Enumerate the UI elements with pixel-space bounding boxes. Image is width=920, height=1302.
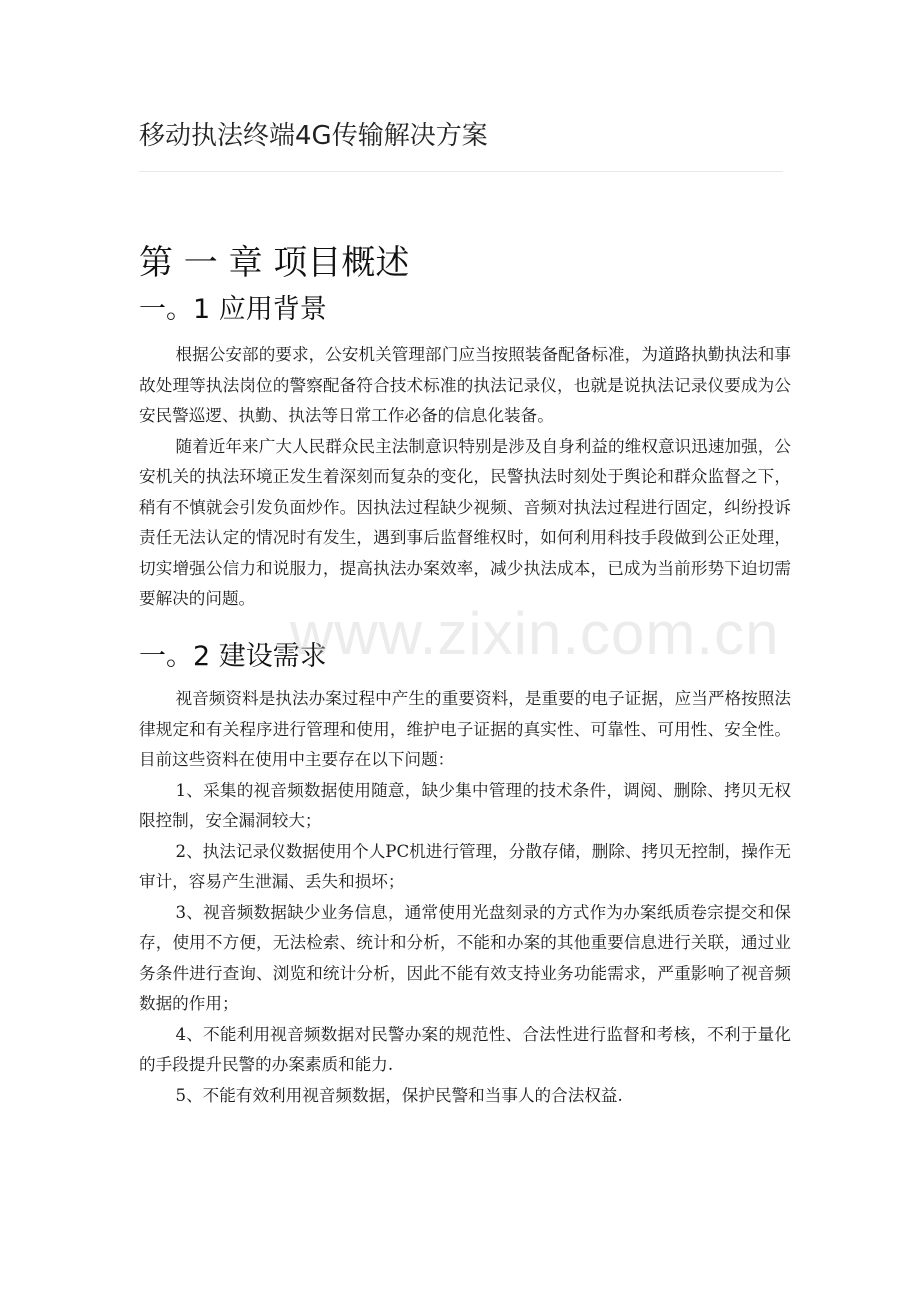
list-item: 2、执法记录仪数据使用个人PC机进行管理，分散存储，删除、拷贝无控制，操作无审计，容易产生泄漏、丢失和损坏； — [139, 841, 791, 891]
document-title: 移动执法终端4G传输解决方案 — [139, 121, 488, 151]
list-item: 3、视音频数据缺少业务信息，通常使用光盘刻录的方式作为办案纸质卷宗提交和保存，使用不方便，无法检索、统计和分析，不能和办案的其他重要信息进行关联，通过业务条件进行查询、浏览和统计分析，因此不能有效支持业务功能需求，严重影响了视音频数据的作用； — [139, 902, 791, 1013]
section-body-background — [139, 340, 791, 615]
section-heading-requirements: 一。2 建设需求 — [139, 641, 327, 672]
list-item: 5、不能有效利用视音频数据，保护民警和当事人的合法权益. — [175, 1085, 623, 1105]
title-divider — [139, 171, 783, 172]
list-item: 4、不能利用视音频数据对民警办案的规范性、合法性进行监督和考核，不利于量化的手段提升民警的办案素质和能力. — [139, 1024, 791, 1074]
section-body-requirements — [139, 684, 791, 1111]
section-heading-background: 一。1 应用背景 — [139, 294, 327, 325]
chapter-heading: 第 一 章 项目概述 — [139, 243, 410, 283]
watermark: www.zixin.com.cn — [290, 600, 780, 667]
paragraph: 随着近年来广大人民群众民主法制意识特别是涉及自身利益的维权意识迅速加强，公安机关的执法环境正发生着深刻而复杂的变化，民警执法时刻处于舆论和群众监督之下，稍有不慎就会引发负面炒作。因执法过程缺少视频、音频对执法过程进行固定，纠纷投诉责任无法认定的情况时有发生，遇到事后监督维权时，如何利用科技手段做到公正处理，切实增强公信力和说服力，提高执法办案效率，减少执法成本，已成为当前形势下迫切需要解决的问题。 — [139, 436, 791, 608]
list-item: 1、采集的视音频数据使用随意，缺少集中管理的技术条件，调阅、删除、拷贝无权限控制，安全漏洞较大； — [139, 780, 791, 830]
paragraph: 视音频资料是执法办案过程中产生的重要资料，是重要的电子证据，应当严格按照法律规定和有关程序进行管理和使用，维护电子证据的真实性、可靠性、可用性、安全性。目前这些资料在使用中主要存在以下问题： — [139, 689, 791, 769]
paragraph: 根据公安部的要求，公安机关管理部门应当按照装备配备标准，为道路执勤执法和事故处理等执法岗位的警察配备符合技术标准的执法记录仪，也就是说执法记录仪要成为公安民警巡逻、执勤、执法等日常工作必备的信息化装备。 — [139, 345, 791, 425]
